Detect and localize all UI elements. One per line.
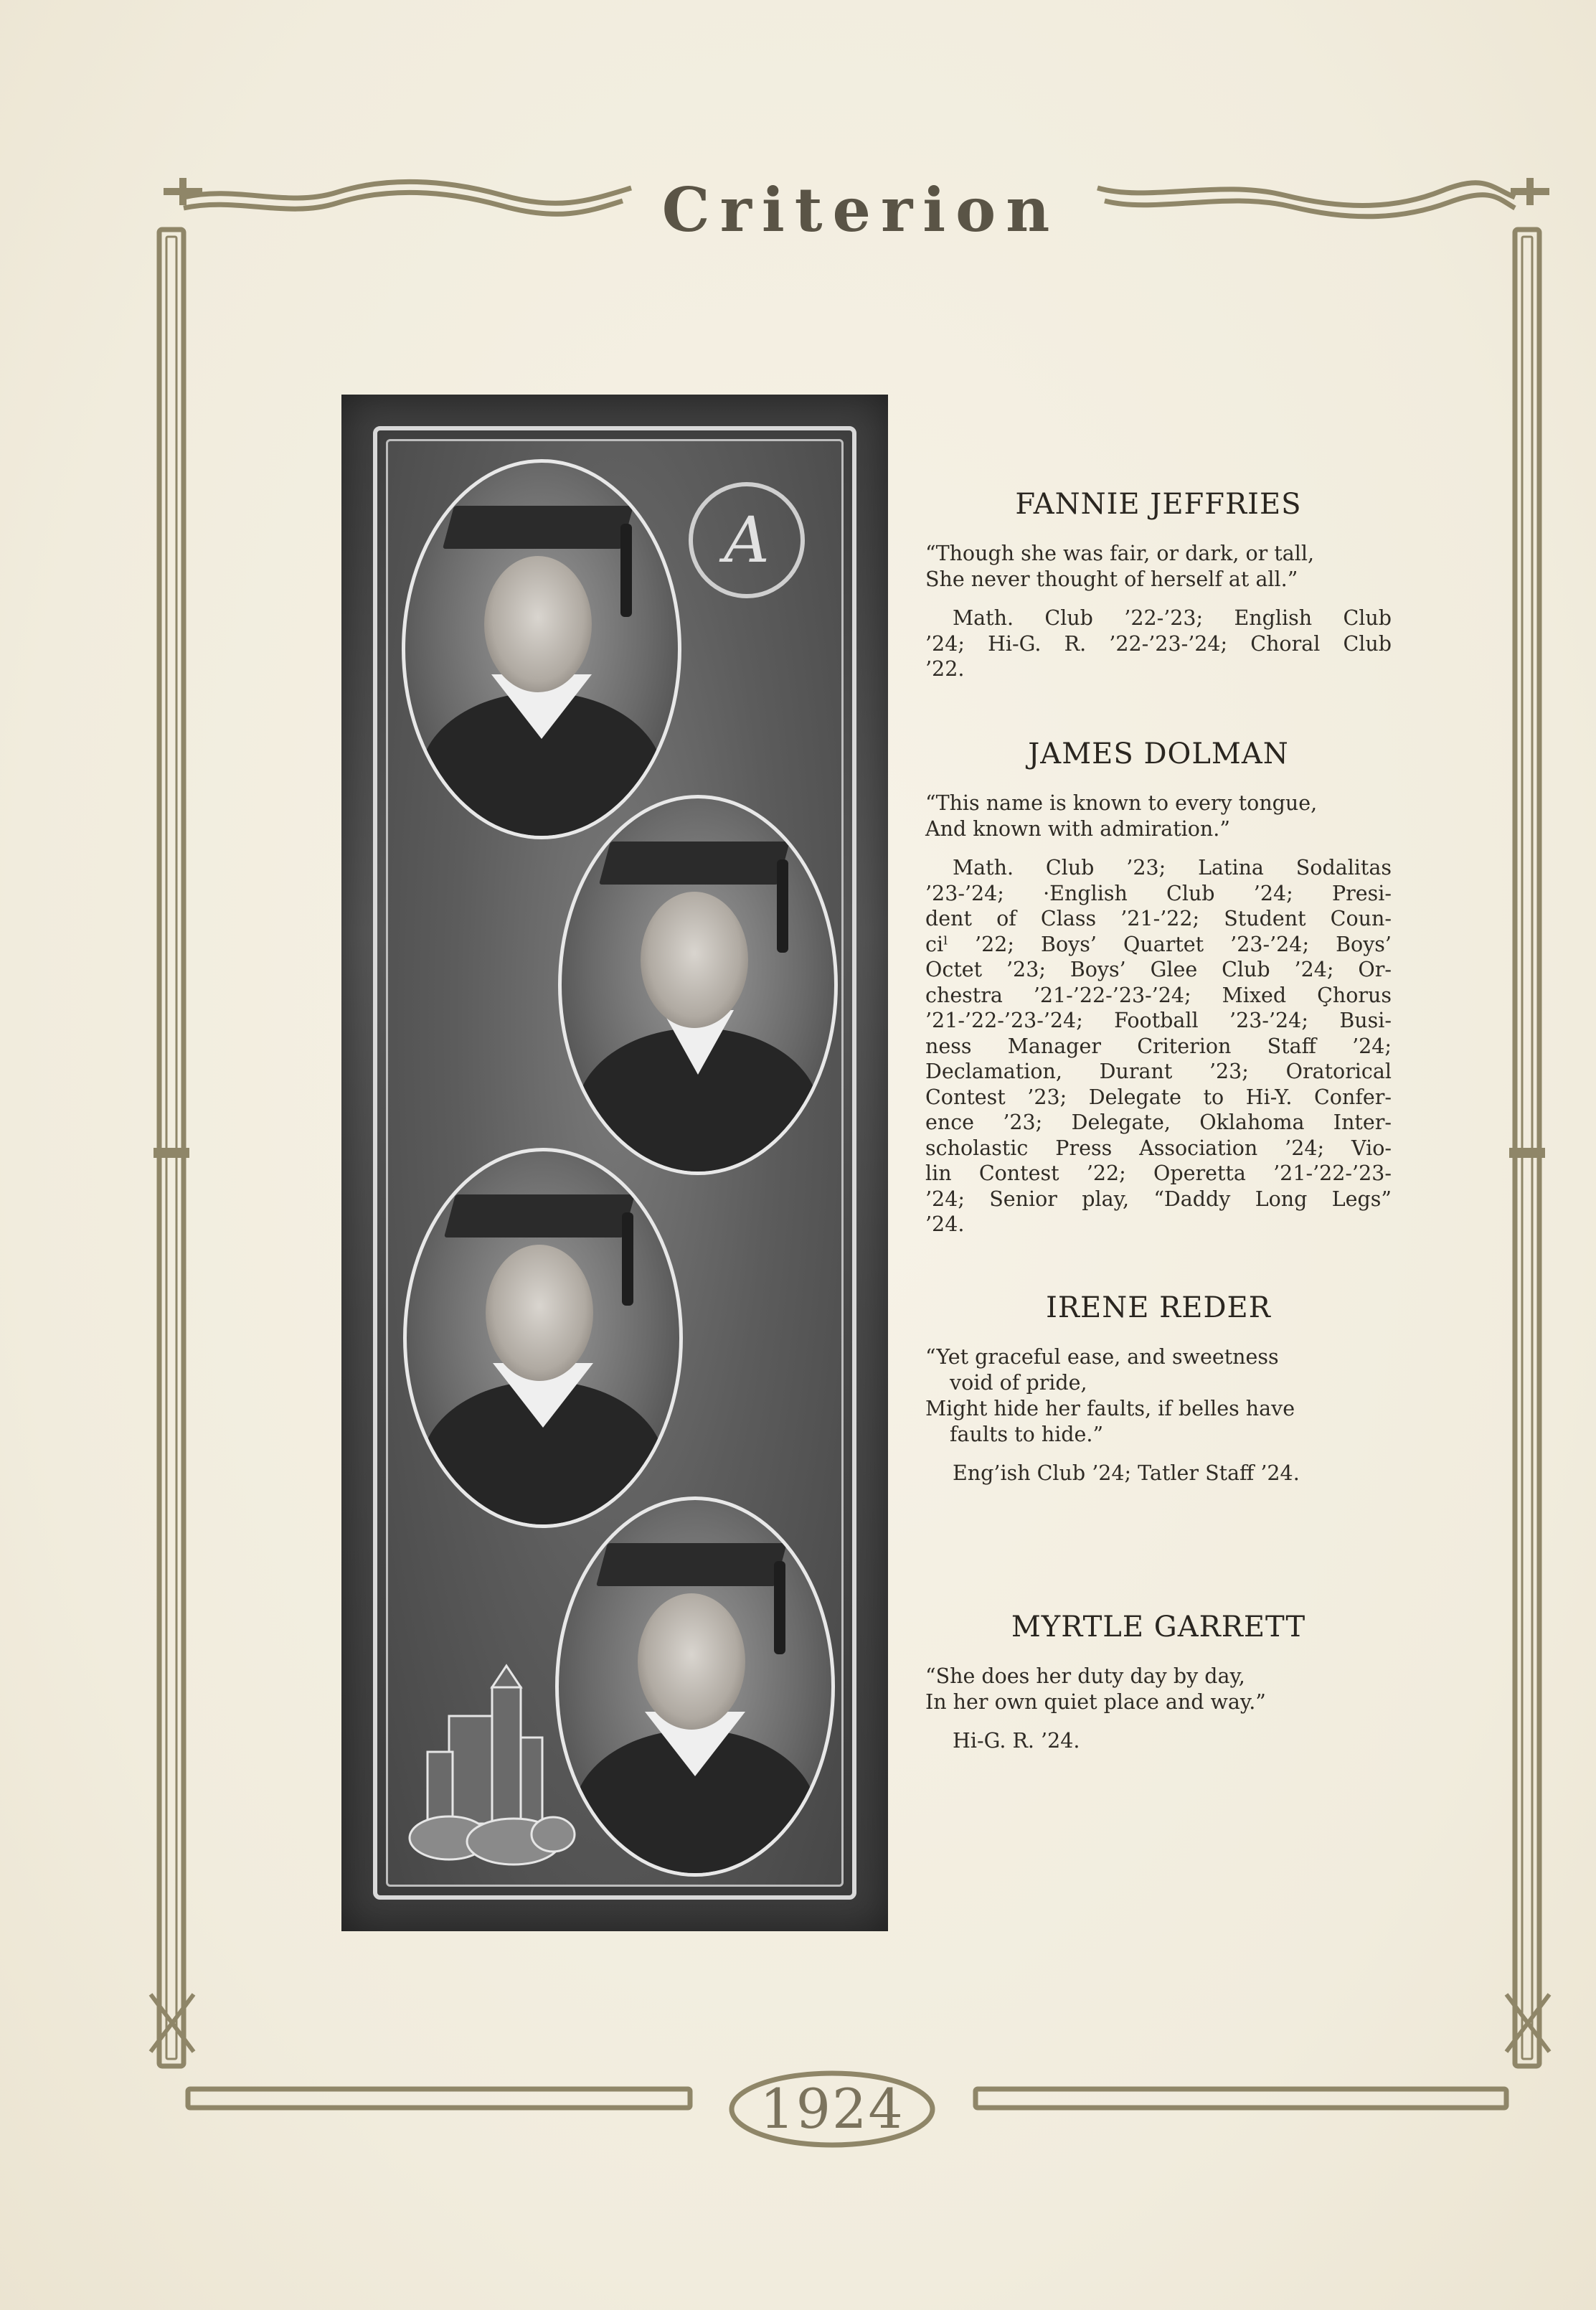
student-name: FANNIE JEFFRIES [1015, 488, 1302, 521]
activities-line: ’24; Senior play, “Daddy Long Legs” [925, 1187, 1392, 1211]
activities-line: ’22. [925, 657, 965, 681]
quote-line: “Yet graceful ease, and sweetness [925, 1345, 1279, 1369]
quote-line: faults to hide.” [950, 1423, 1104, 1446]
activities-line: Octet ’23; Boys’ Glee Club ’24; Or- [925, 958, 1392, 981]
entry-myrtle-garrett [925, 1611, 1392, 1754]
entry-fannie-jeffries [925, 488, 1392, 682]
activities-line: chestra ’21-’22-’23-’24; Mixed Çhorus [925, 983, 1392, 1007]
student-quote [925, 1344, 1392, 1448]
student-activities [925, 1728, 1392, 1754]
quote-line: “This name is known to every tongue, [925, 791, 1318, 815]
student-quote [925, 791, 1392, 842]
activities-line: scholastic Press Association ’24; Vio- [925, 1136, 1392, 1160]
activities-line: Math. Club ’22-’23; English Club [953, 606, 1392, 630]
portrait-myrtle-garrett [555, 1496, 835, 1877]
student-activities [925, 605, 1392, 682]
school-monogram-emblem: A [689, 482, 805, 598]
activities-line: Math. Club ’23; Latina Sodalitas [953, 856, 1392, 880]
year-badge: 1924 [760, 2077, 905, 2141]
activities-line: dent of Class ’21-’22; Student Coun- [925, 907, 1392, 930]
student-name: MYRTLE GARRETT [1011, 1611, 1306, 1644]
quote-line: void of pride, [950, 1371, 1087, 1395]
page-header-title: Criterion [661, 174, 1060, 245]
quote-line: “She does her duty day by day, [925, 1664, 1245, 1688]
quote-line: In her own quiet place and way.” [925, 1690, 1266, 1714]
portrait-james-dolman [558, 795, 838, 1175]
activities-line: Declamation, Durant ’23; Oratorical [925, 1060, 1392, 1083]
quote-line: And known with admiration.” [925, 817, 1230, 841]
student-activities [925, 855, 1392, 1238]
activities-line: ’24. [925, 1212, 965, 1236]
student-activities [925, 1461, 1392, 1486]
student-quote [925, 541, 1392, 593]
activities-line: Eng’ish Club ’24; Tatler Staff ’24. [953, 1461, 1300, 1485]
activities-line: ness Manager Criterion Staff ’24; [925, 1034, 1392, 1058]
quote-line: Might hide her faults, if belles have [925, 1397, 1295, 1420]
castle-illustration [406, 1659, 578, 1874]
student-name: IRENE REDER [1046, 1291, 1271, 1324]
activities-line: ’21-’22-’23-’24; Football ’23-’24; Busi- [925, 1009, 1392, 1032]
entry-james-dolman [925, 737, 1392, 1238]
entry-irene-reder [925, 1291, 1392, 1486]
student-name: JAMES DOLMAN [1028, 737, 1289, 770]
activities-line: ciˡ ’22; Boys’ Quartet ’23-’24; Boys’ [925, 932, 1392, 956]
activities-line: ence ’23; Delegate, Oklahoma Inter- [925, 1111, 1392, 1134]
quote-line: “Though she was fair, or dark, or tall, [925, 542, 1315, 565]
activities-line: Contest ’23; Delegate to Hi-Y. Confer- [925, 1085, 1392, 1109]
portrait-irene-reder [403, 1148, 683, 1528]
activities-line: ’23-’24; ·English Club ’24; Presi- [925, 881, 1392, 905]
activities-line: ’24; Hi-G. R. ’22-’23-’24; Choral Club [925, 631, 1392, 656]
activities-line: Hi-G. R. ’24. [953, 1729, 1080, 1753]
portrait-fannie-jeffries [402, 459, 681, 839]
activities-line: lin Contest ’22; Operetta ’21-’22-’23- [925, 1161, 1392, 1185]
quote-line: She never thought of herself at all.” [925, 567, 1298, 591]
student-quote [925, 1664, 1392, 1715]
